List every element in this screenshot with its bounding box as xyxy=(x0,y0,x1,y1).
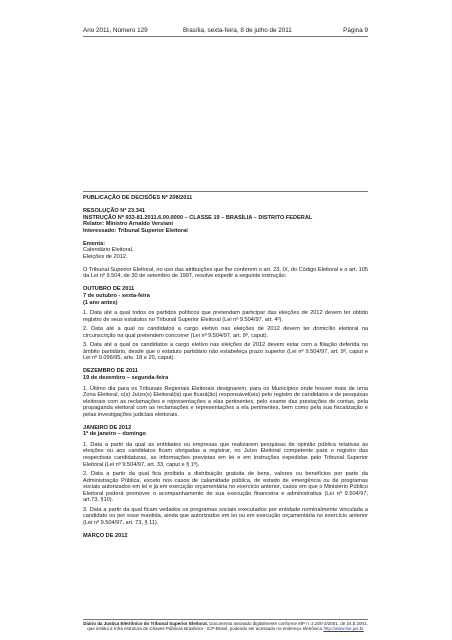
footer-divider xyxy=(83,619,368,620)
instruction-number: INSTRUÇÃO Nº 933-81.2011.6.00.0000 – CLASSE 19 – BRASÍLIA – DISTRITO FEDERAL xyxy=(83,214,313,221)
month-heading-outubro: OUTUBRO DE 2011 xyxy=(83,286,135,293)
resolution-number: RESOLUÇÃO Nº 23.341 xyxy=(83,208,146,215)
issue-number: Ano 2011, Número 129 xyxy=(83,27,148,34)
preamble: O Tribunal Superior Eleitoral, no uso das atribuições que lhe conferem o art. 23, IX, do Código Eleitoral e o art. 105 da Lei nº 9.504, de 30 de setembro de 1997, resolve expedir a seguinte instrução: xyxy=(83,266,368,280)
calendar-item: 1. Data a partir da qual as entidades ou empresas que realizarem pesquisas de opinião pública relativas às eleições ou aos candidatos ficam obrigadas a registrar, no Juízo Eleitoral competente para o registro das respectivas candidaturas, as informações previstas em lei e em instruções expedidas pelo Tribunal Superior Eleitoral (Lei nº 9.504/97, art. 33, caput e § 1º). xyxy=(83,441,368,468)
calendar-item: 3. Data a partir da qual ficam vedados os programas sociais executados por entidade nominalmente vinculada a candidato ou por esse mantida, ainda que autorizados em lei ou em execução orçamentária no exercício anterior (Lei nº 9.504/97, art. 73, § 11). xyxy=(83,506,368,526)
month-heading-janeiro: JANEIRO DE 2012 xyxy=(83,424,132,431)
ementa-label: Ementa: xyxy=(83,240,106,247)
month-heading-dezembro: DEZEMBRO DE 2011 xyxy=(83,368,139,375)
document-body xyxy=(83,195,368,539)
day-heading: 7 de outubro - sexta-feira xyxy=(83,293,150,300)
month-heading-marco: MARÇO DE 2012 xyxy=(83,532,128,539)
interessado: Interessado: Tribunal Superior Eleitoral xyxy=(83,227,188,234)
day-heading: 19 de dezembro – segunda-feira xyxy=(83,374,169,381)
calendar-item: 1. Último dia para os Tribunais Regionais Eleitorais designarem, para os Municípios onde houver mais de uma Zona Eleitoral, o(s) Juízo(s) Eleitoral(is) que ficará(ão) responsável(eis) pelo registro de candidatos e de pesquisas eleitorais com as reclamações e representações a elas pertinentes, pelo exame das prestações de contas, pela propaganda eleitoral com as reclamações e representações a ela pertinentes, bem como pela sua fiscalização e pelas investigações judiciais eleitorais. xyxy=(83,385,368,418)
header-divider xyxy=(83,36,368,37)
page-number: Página 9 xyxy=(343,27,368,34)
ementa-line: Eleições de 2012. xyxy=(83,253,128,260)
relator: Relator: Ministro Arnaldo Versiani xyxy=(83,221,173,228)
day-note: (1 ano antes) xyxy=(83,299,118,306)
section-title: PUBLICAÇÃO DE DECISÕES Nº 208/2011 xyxy=(83,195,193,201)
day-heading: 1º de janeiro – domingo xyxy=(83,431,146,438)
footer-link[interactable]: http://www.tse.jus.br xyxy=(323,626,364,632)
calendar-item: 1. Data até a qual todos os partidos políticos que pretendam participar das eleições de 2012 devem ter obtido registro de seus estatutos no Tribunal Superior Eleitoral (Lei nº 9.504/97, art. 4º). xyxy=(83,310,368,323)
footer-text: Documento assinado digitalmente conforme MP n. 2.200-2/2001, de 24.8.2001, que institui a Infra estrutura de Chaves Públicas Brasileira - ICP-Brasil, podendo ser acessado no endereço eletrônico xyxy=(87,621,368,632)
calendar-item: 3. Data até a qual os candidatos a cargo eletivo nas eleições de 2012 devem estar com a filiação deferida no âmbito partidário, desde que o estatuto partidário não estabeleça prazo superior (Lei nº 9.504/97, art. 9º, caput e Lei nº 9.096/95, arts. 18 e 20, caput). xyxy=(83,342,368,362)
page-footer xyxy=(83,621,368,632)
calendar-item: 2. Data a partir da qual fica proibida a distribuição gratuita de bens, valores ou benefícios por parte da Administração Pública, exceto nos casos de calamidade pública, de estado de emergência ou de programas sociais autorizados em lei e já em execução orçamentária no exercício anterior, casos em que o Ministério Público Eleitoral poderá promover o acompanhamento de sua execução financeira e administrativa (Lei nº 9.504/97, art.73, §10). xyxy=(83,471,368,504)
footer-journal-name: Diário da Justiça Eletrônico do Tribunal Superior Eleitoral. xyxy=(83,621,208,626)
ementa-line: Calendário Eleitoral. xyxy=(83,247,134,254)
issue-date: Brasília, sexta-feira, 8 de julho de 2011 xyxy=(183,27,292,34)
calendar-item: 2. Data até a qual os candidatos a cargo eletivo nas eleições de 2012 devem ter domicílio eleitoral na circunscrição na qual pretendem concorrer (Lei nº 9.504/97, art. 9º, caput). xyxy=(83,326,368,339)
section-divider xyxy=(83,191,368,192)
